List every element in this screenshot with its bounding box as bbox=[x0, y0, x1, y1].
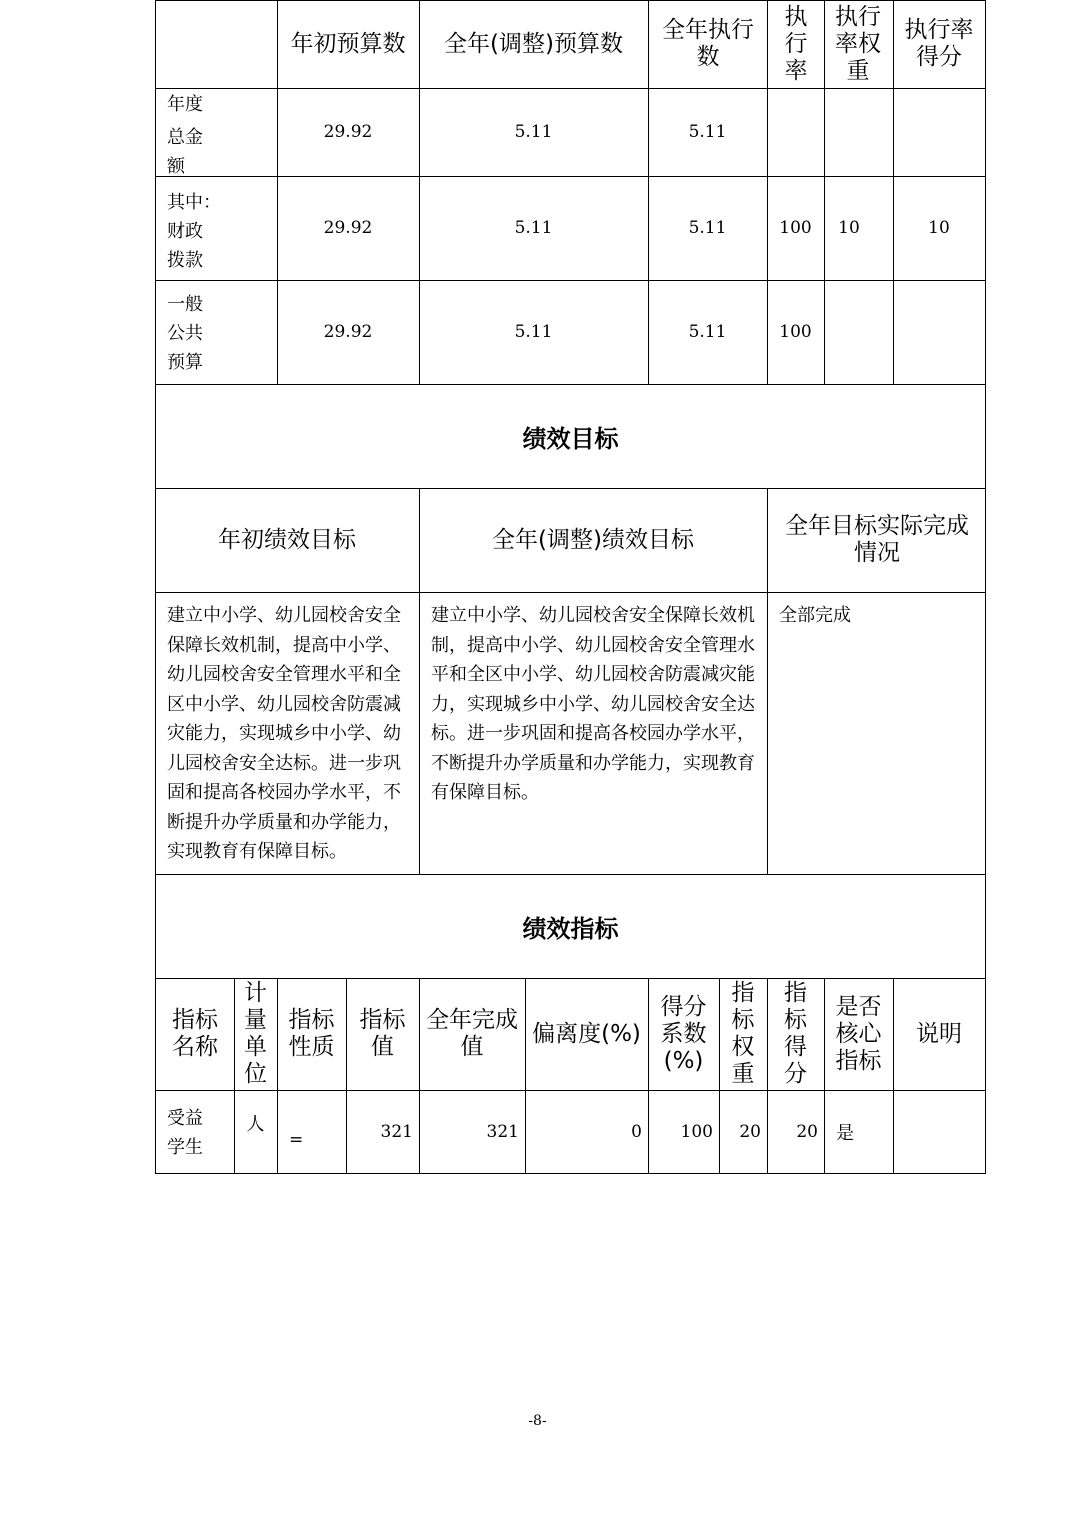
indicator-nature: = bbox=[289, 1130, 304, 1150]
cell-fiscal-score: 10 bbox=[928, 218, 950, 238]
header-rate-score: 执行率得分 bbox=[904, 17, 974, 70]
cell-total-executed: 5.11 bbox=[688, 122, 727, 142]
cell-total-initial: 29.92 bbox=[323, 122, 373, 142]
header-rate-weight: 执行率权重 bbox=[835, 3, 881, 84]
header-indicator-score: 指标得分 bbox=[784, 980, 807, 1087]
header-nature: 指标性质 bbox=[288, 1007, 335, 1060]
cell-fiscal-initial: 29.92 bbox=[323, 218, 373, 238]
header-execution-rate: 执行率 bbox=[784, 3, 808, 84]
section-title-indicators: 绩效指标 bbox=[522, 914, 619, 943]
header-is-core: 是否核心指标 bbox=[835, 993, 882, 1074]
header-note: 说明 bbox=[916, 1020, 962, 1047]
page-number: -8- bbox=[528, 1413, 547, 1429]
header-deviation: 偏离度(%) bbox=[532, 1020, 641, 1047]
cell-general-initial: 29.92 bbox=[323, 322, 373, 342]
indicator-deviation: 0 bbox=[631, 1121, 642, 1142]
header-coefficient: 得分系数(%) bbox=[660, 993, 707, 1074]
indicator-core: 是 bbox=[836, 1122, 854, 1144]
indicator-note bbox=[893, 1090, 985, 1173]
cell-total-adjusted: 5.11 bbox=[514, 122, 553, 142]
row-label-fiscal: 其中： 财政 拨款 bbox=[167, 192, 221, 271]
indicator-unit: 人 bbox=[246, 1114, 265, 1135]
performance-table bbox=[155, 0, 986, 1174]
indicator-score: 20 bbox=[796, 1121, 818, 1142]
header-completed-value: 全年完成值 bbox=[426, 1007, 518, 1060]
header-initial-goal: 年初绩效目标 bbox=[218, 526, 356, 553]
header-actual-completion: 全年目标实际完成情况 bbox=[785, 513, 969, 566]
row-label-total: 年度 总金 额 bbox=[167, 94, 203, 177]
row-label-general: 一般 公共 预算 bbox=[167, 294, 203, 373]
cell-general-rate: 100 bbox=[779, 322, 812, 342]
indicator-value: 321 bbox=[380, 1121, 413, 1142]
header-indicator-weight: 指标权重 bbox=[731, 980, 755, 1087]
cell-general-executed: 5.11 bbox=[688, 322, 727, 342]
cell-fiscal-adjusted: 5.11 bbox=[514, 218, 553, 238]
header-adjusted-goal: 全年(调整)绩效目标 bbox=[492, 526, 694, 553]
indicator-name: 受益学生 bbox=[167, 1108, 203, 1158]
section-title-goals: 绩效目标 bbox=[522, 424, 619, 453]
header-target-value: 指标值 bbox=[359, 1007, 406, 1060]
cell-fiscal-weight: 10 bbox=[838, 218, 860, 238]
initial-goal-text: 建立中小学、幼儿园校舍安全保障长效机制，提高中小学、幼儿园校舍安全管理水平和全区中小学、幼儿园校舍防震减灾能力，实现城乡中小学、幼儿园校舍安全达标。进一步巩固和提高各校园办学水平，不断提升办学质量和办学能力，实现教育有保障目标。 bbox=[167, 605, 401, 862]
header-unit: 计量单位 bbox=[244, 980, 267, 1087]
header-adjusted-budget: 全年(调整)预算数 bbox=[444, 30, 623, 57]
cell-fiscal-executed: 5.11 bbox=[688, 218, 727, 238]
indicator-coefficient: 100 bbox=[680, 1121, 713, 1142]
indicator-completed: 321 bbox=[486, 1121, 519, 1142]
indicator-weight: 20 bbox=[739, 1121, 761, 1142]
actual-completion-text: 全部完成 bbox=[779, 605, 851, 626]
header-initial-budget: 年初预算数 bbox=[290, 30, 406, 57]
header-indicator-name: 指标名称 bbox=[172, 1007, 218, 1060]
cell-general-adjusted: 5.11 bbox=[514, 322, 553, 342]
cell-fiscal-rate: 100 bbox=[779, 218, 812, 238]
header-annual-executed: 全年执行数 bbox=[662, 17, 754, 70]
adjusted-goal-text: 建立中小学、幼儿园校舍安全保障长效机制，提高中小学、幼儿园校舍安全管理水平和全区中小学、幼儿园校舍防震减灾能力，实现城乡中小学、幼儿园校舍安全达标。进一步巩固和提高各校园办学水平，不断提升办学质量和办学能力，实现教育有保障目标。 bbox=[431, 605, 755, 803]
